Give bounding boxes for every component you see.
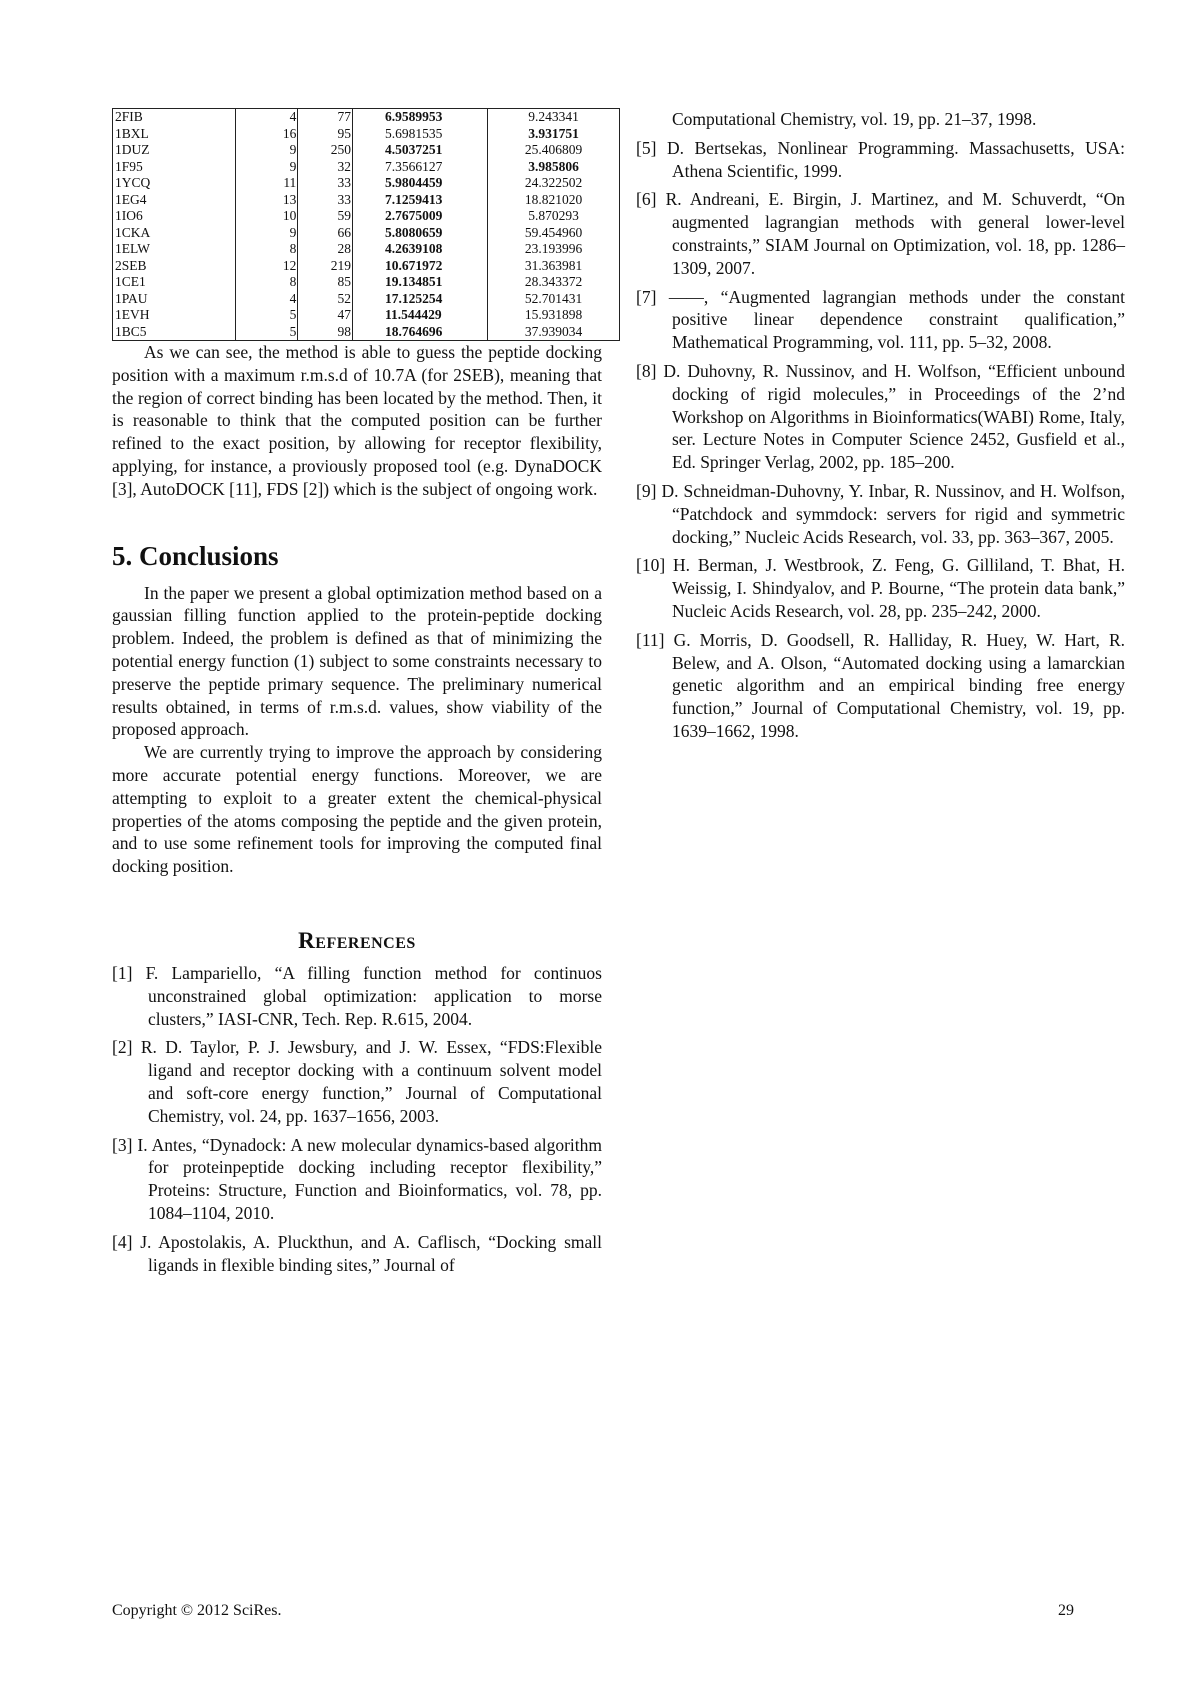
table-cell: 47 bbox=[298, 307, 353, 324]
reference-text: D. Duhovny, R. Nussinov, and H. Wolfson, “Efficient unbound docking of rigid molecules,” in Proceedings of the 2’nd Workshop on Algorithms in Bioinformatics(WABI) Rome, Italy, ser. Lecture Notes in Computer Science 2452, Gusfield et al., Ed. Springer Verlag, 2002, pp. 185–200. bbox=[663, 360, 1126, 473]
results-paragraph: As we can see, the method is able to guess the peptide docking position with a maximum r.m.s.d of 10.7A (for 2SEB), meaning that the region of correct binding has been located by the method. Then, it is reasonable to think that the computed position can be further refined to the exact position, by allowing for receptor flexibility, applying, for instance, a proviously proposed tool (e.g. DynaDOCK [3], AutoDOCK [11], FDS [2]) which is the subject of ongoing work. bbox=[112, 342, 602, 499]
table-cell: 4.2639108 bbox=[352, 241, 487, 258]
reference-number: [6] bbox=[636, 189, 666, 210]
reference-item bbox=[112, 1134, 602, 1225]
reference-text: R. D. Taylor, P. J. Jewsbury, and J. W. Essex, “FDS:Flexible ligand and receptor docking with a continuum solvent model and soft-core energy function,” Journal of Computational Chemistry, vol. 24, pp. 1637–1656, 2003. bbox=[140, 1037, 603, 1126]
table-cell: 5.870293 bbox=[488, 208, 620, 225]
table-cell: 25.406809 bbox=[488, 142, 620, 159]
table-cell: 1F95 bbox=[113, 159, 236, 176]
table-cell: 1ELW bbox=[113, 241, 236, 258]
table-cell: 2FIB bbox=[113, 109, 236, 126]
table-cell: 59.454960 bbox=[488, 225, 620, 242]
reference-text: I. Antes, “Dynadock: A new molecular dynamics-based algorithm for proteinpeptide docking including receptor flexibility,” Proteins: Structure, Function and Bioinformatics, vol. 78, pp. 1084–1104, 2010. bbox=[137, 1134, 602, 1223]
table-cell: 4.5037251 bbox=[352, 142, 487, 159]
references-title: References bbox=[298, 927, 416, 953]
table-cell: 2SEB bbox=[113, 258, 236, 275]
table-cell: 66 bbox=[298, 225, 353, 242]
table-row bbox=[113, 241, 620, 258]
table-cell: 59 bbox=[298, 208, 353, 225]
reference-item bbox=[636, 629, 1125, 743]
reference-text: D. Schneidman-Duhovny, Y. Inbar, R. Nussinov, and H. Wolfson, “Patchdock and symmdock: servers for rigid and symmetric docking,” Nucleic Acids Research, vol. 33, pp. 363–367, 2005. bbox=[661, 480, 1125, 547]
table-cell: 37.939034 bbox=[488, 324, 620, 341]
table-cell: 1DUZ bbox=[113, 142, 236, 159]
reference-text: D. Bertsekas, Nonlinear Programming. Massachusetts, USA: Athena Scientific, 1999. bbox=[666, 137, 1126, 181]
footer-copyright: Copyright © 2012 SciRes. bbox=[112, 1602, 282, 1619]
table-cell: 11 bbox=[236, 175, 298, 192]
reference-item bbox=[112, 1036, 602, 1127]
table-cell: 8 bbox=[236, 274, 298, 291]
table-cell: 4 bbox=[236, 109, 298, 126]
table-row bbox=[113, 291, 620, 308]
table-cell: 9 bbox=[236, 225, 298, 242]
table-row bbox=[113, 324, 620, 341]
reference-number: [9] bbox=[636, 480, 662, 501]
table-cell: 1EG4 bbox=[113, 192, 236, 209]
table-cell: 1CKA bbox=[113, 225, 236, 242]
right-column bbox=[636, 108, 1125, 749]
table-row bbox=[113, 225, 620, 242]
references-list-right bbox=[636, 108, 1125, 743]
reference-text: H. Berman, J. Westbrook, Z. Feng, G. Gilliland, T. Bhat, H. Weissig, I. Shindyalov, and P. Bourne, “The protein data bank,” Nucleic Acids Research, vol. 28, pp. 235–242, 2000. bbox=[672, 555, 1125, 621]
conclusions-paragraph-2: We are currently trying to improve the approach by considering more accurate potential energy functions. Moreover, we are attempting to exploit to a greater extent the chemical-physical properties of the atoms composing the peptide and the given protein, and to use some refinement tools for improving the computed final docking position. bbox=[112, 742, 602, 877]
table-cell: 5.8080659 bbox=[352, 225, 487, 242]
table-cell: 1PAU bbox=[113, 291, 236, 308]
reference-item bbox=[636, 554, 1125, 622]
table-cell: 33 bbox=[298, 192, 353, 209]
table-row bbox=[113, 126, 620, 143]
table-cell: 1BXL bbox=[113, 126, 236, 143]
reference-number: [1] bbox=[112, 962, 146, 983]
table-row bbox=[113, 307, 620, 324]
reference-text: G. Morris, D. Goodsell, R. Halliday, R. Huey, W. Hart, R. Belew, and A. Olson, “Automated docking using a lamarckian genetic algorithm and an empirical binding free energy function,” Journal of Computational Chemistry, vol. 19, pp. 1639–1662, 1998. bbox=[672, 629, 1126, 741]
table-cell: 32 bbox=[298, 159, 353, 176]
table-cell: 7.3566127 bbox=[352, 159, 487, 176]
table-cell: 15.931898 bbox=[488, 307, 620, 324]
reference-number: [3] bbox=[112, 1134, 138, 1155]
reference-item bbox=[112, 962, 602, 1030]
reference-item bbox=[112, 1231, 602, 1277]
table-cell: 1CE1 bbox=[113, 274, 236, 291]
table-cell: 13 bbox=[236, 192, 298, 209]
table-row bbox=[113, 208, 620, 225]
table-cell: 16 bbox=[236, 126, 298, 143]
table-cell: 23.193996 bbox=[488, 241, 620, 258]
table-cell: 5.6981535 bbox=[352, 126, 487, 143]
table-cell: 9 bbox=[236, 142, 298, 159]
table-cell: 24.322502 bbox=[488, 175, 620, 192]
table-cell: 31.363981 bbox=[488, 258, 620, 275]
table-cell: 219 bbox=[298, 258, 353, 275]
footer-page-number: 29 bbox=[1058, 1602, 1074, 1619]
table-cell: 5 bbox=[236, 324, 298, 341]
reference-number: [4] bbox=[112, 1231, 141, 1252]
table-cell: 85 bbox=[298, 274, 353, 291]
table-cell: 19.134851 bbox=[352, 274, 487, 291]
table-cell: 1BC5 bbox=[113, 324, 236, 341]
reference-number: [11] bbox=[636, 629, 674, 650]
table-cell: 52.701431 bbox=[488, 291, 620, 308]
left-column bbox=[112, 108, 602, 1282]
reference-item bbox=[636, 188, 1125, 279]
reference-item bbox=[636, 480, 1125, 548]
table-cell: 12 bbox=[236, 258, 298, 275]
table-cell: 1YCQ bbox=[113, 175, 236, 192]
table-cell: 1EVH bbox=[113, 307, 236, 324]
table-cell: 52 bbox=[298, 291, 353, 308]
table-cell: 4 bbox=[236, 291, 298, 308]
table-cell: 1IO6 bbox=[113, 208, 236, 225]
table-row bbox=[113, 142, 620, 159]
reference-item bbox=[636, 286, 1125, 354]
table-cell: 3.931751 bbox=[488, 126, 620, 143]
table-cell: 28.343372 bbox=[488, 274, 620, 291]
reference-text: R. Andreani, E. Birgin, J. Martinez, and M. Schuverdt, “On augmented lagrangian methods with general lower-level constraints,” SIAM Journal on Optimization, vol. 18, pp. 1286–1309, 2007. bbox=[665, 189, 1125, 278]
reference-number: [10] bbox=[636, 555, 674, 576]
table-cell: 5.9804459 bbox=[352, 175, 487, 192]
table-row bbox=[113, 175, 620, 192]
table-row bbox=[113, 192, 620, 209]
conclusions-paragraph-1: In the paper we present a global optimization method based on a gaussian filling function applied to the protein-peptide docking problem. Indeed, the problem is defined as that of minimizing the potential energy function (1) subject to some constraints necessary to preserve the peptide primary sequence. The preliminary numerical results obtained, in terms of r.m.s.d. values, show viability of the proposed approach. bbox=[112, 582, 602, 740]
table-cell: 3.985806 bbox=[488, 159, 620, 176]
table-cell: 95 bbox=[298, 126, 353, 143]
table-cell: 7.1259413 bbox=[352, 192, 487, 209]
reference-item: Computational Chemistry, vol. 19, pp. 21–37, 1998. bbox=[672, 109, 1037, 129]
table-cell: 18.764696 bbox=[352, 324, 487, 341]
table-cell: 28 bbox=[298, 241, 353, 258]
table-cell: 6.9589953 bbox=[352, 109, 487, 126]
reference-number: [7] bbox=[636, 286, 669, 307]
reference-text: ——, “Augmented lagrangian methods under the constant positive linear dependence constraint qualification,” Mathematical Programming, vol. 111, pp. 5–32, 2008. bbox=[668, 286, 1125, 353]
table-cell: 77 bbox=[298, 109, 353, 126]
table-row bbox=[113, 258, 620, 275]
section-title-conclusions: 5. Conclusions bbox=[112, 540, 279, 571]
table-cell: 18.821020 bbox=[488, 192, 620, 209]
results-table bbox=[112, 108, 620, 341]
table-cell: 11.544429 bbox=[352, 307, 487, 324]
table-cell: 5 bbox=[236, 307, 298, 324]
table-cell: 9.243341 bbox=[488, 109, 620, 126]
table-cell: 33 bbox=[298, 175, 353, 192]
reference-number: [8] bbox=[636, 360, 664, 381]
table-cell: 98 bbox=[298, 324, 353, 341]
table-cell: 9 bbox=[236, 159, 298, 176]
reference-number: [2] bbox=[112, 1037, 141, 1058]
table-row bbox=[113, 159, 620, 176]
reference-number: [5] bbox=[636, 137, 667, 158]
reference-item bbox=[636, 137, 1125, 183]
table-row bbox=[113, 274, 620, 291]
reference-text: J. Apostolakis, A. Pluckthun, and A. Caflisch, “Docking small ligands in flexible binding sites,” Journal of bbox=[140, 1231, 602, 1275]
table-cell: 10 bbox=[236, 208, 298, 225]
references-list-left bbox=[112, 962, 602, 1276]
reference-text: F. Lampariello, “A filling function method for continuos unconstrained global optimization: application to morse clusters,” IASI-CNR, Tech. Rep. R.615, 2004. bbox=[145, 962, 602, 1029]
table-cell: 2.7675009 bbox=[352, 208, 487, 225]
table-cell: 250 bbox=[298, 142, 353, 159]
reference-item bbox=[636, 360, 1125, 474]
table-cell: 17.125254 bbox=[352, 291, 487, 308]
table-row bbox=[113, 109, 620, 126]
table-cell: 10.671972 bbox=[352, 258, 487, 275]
table-cell: 8 bbox=[236, 241, 298, 258]
